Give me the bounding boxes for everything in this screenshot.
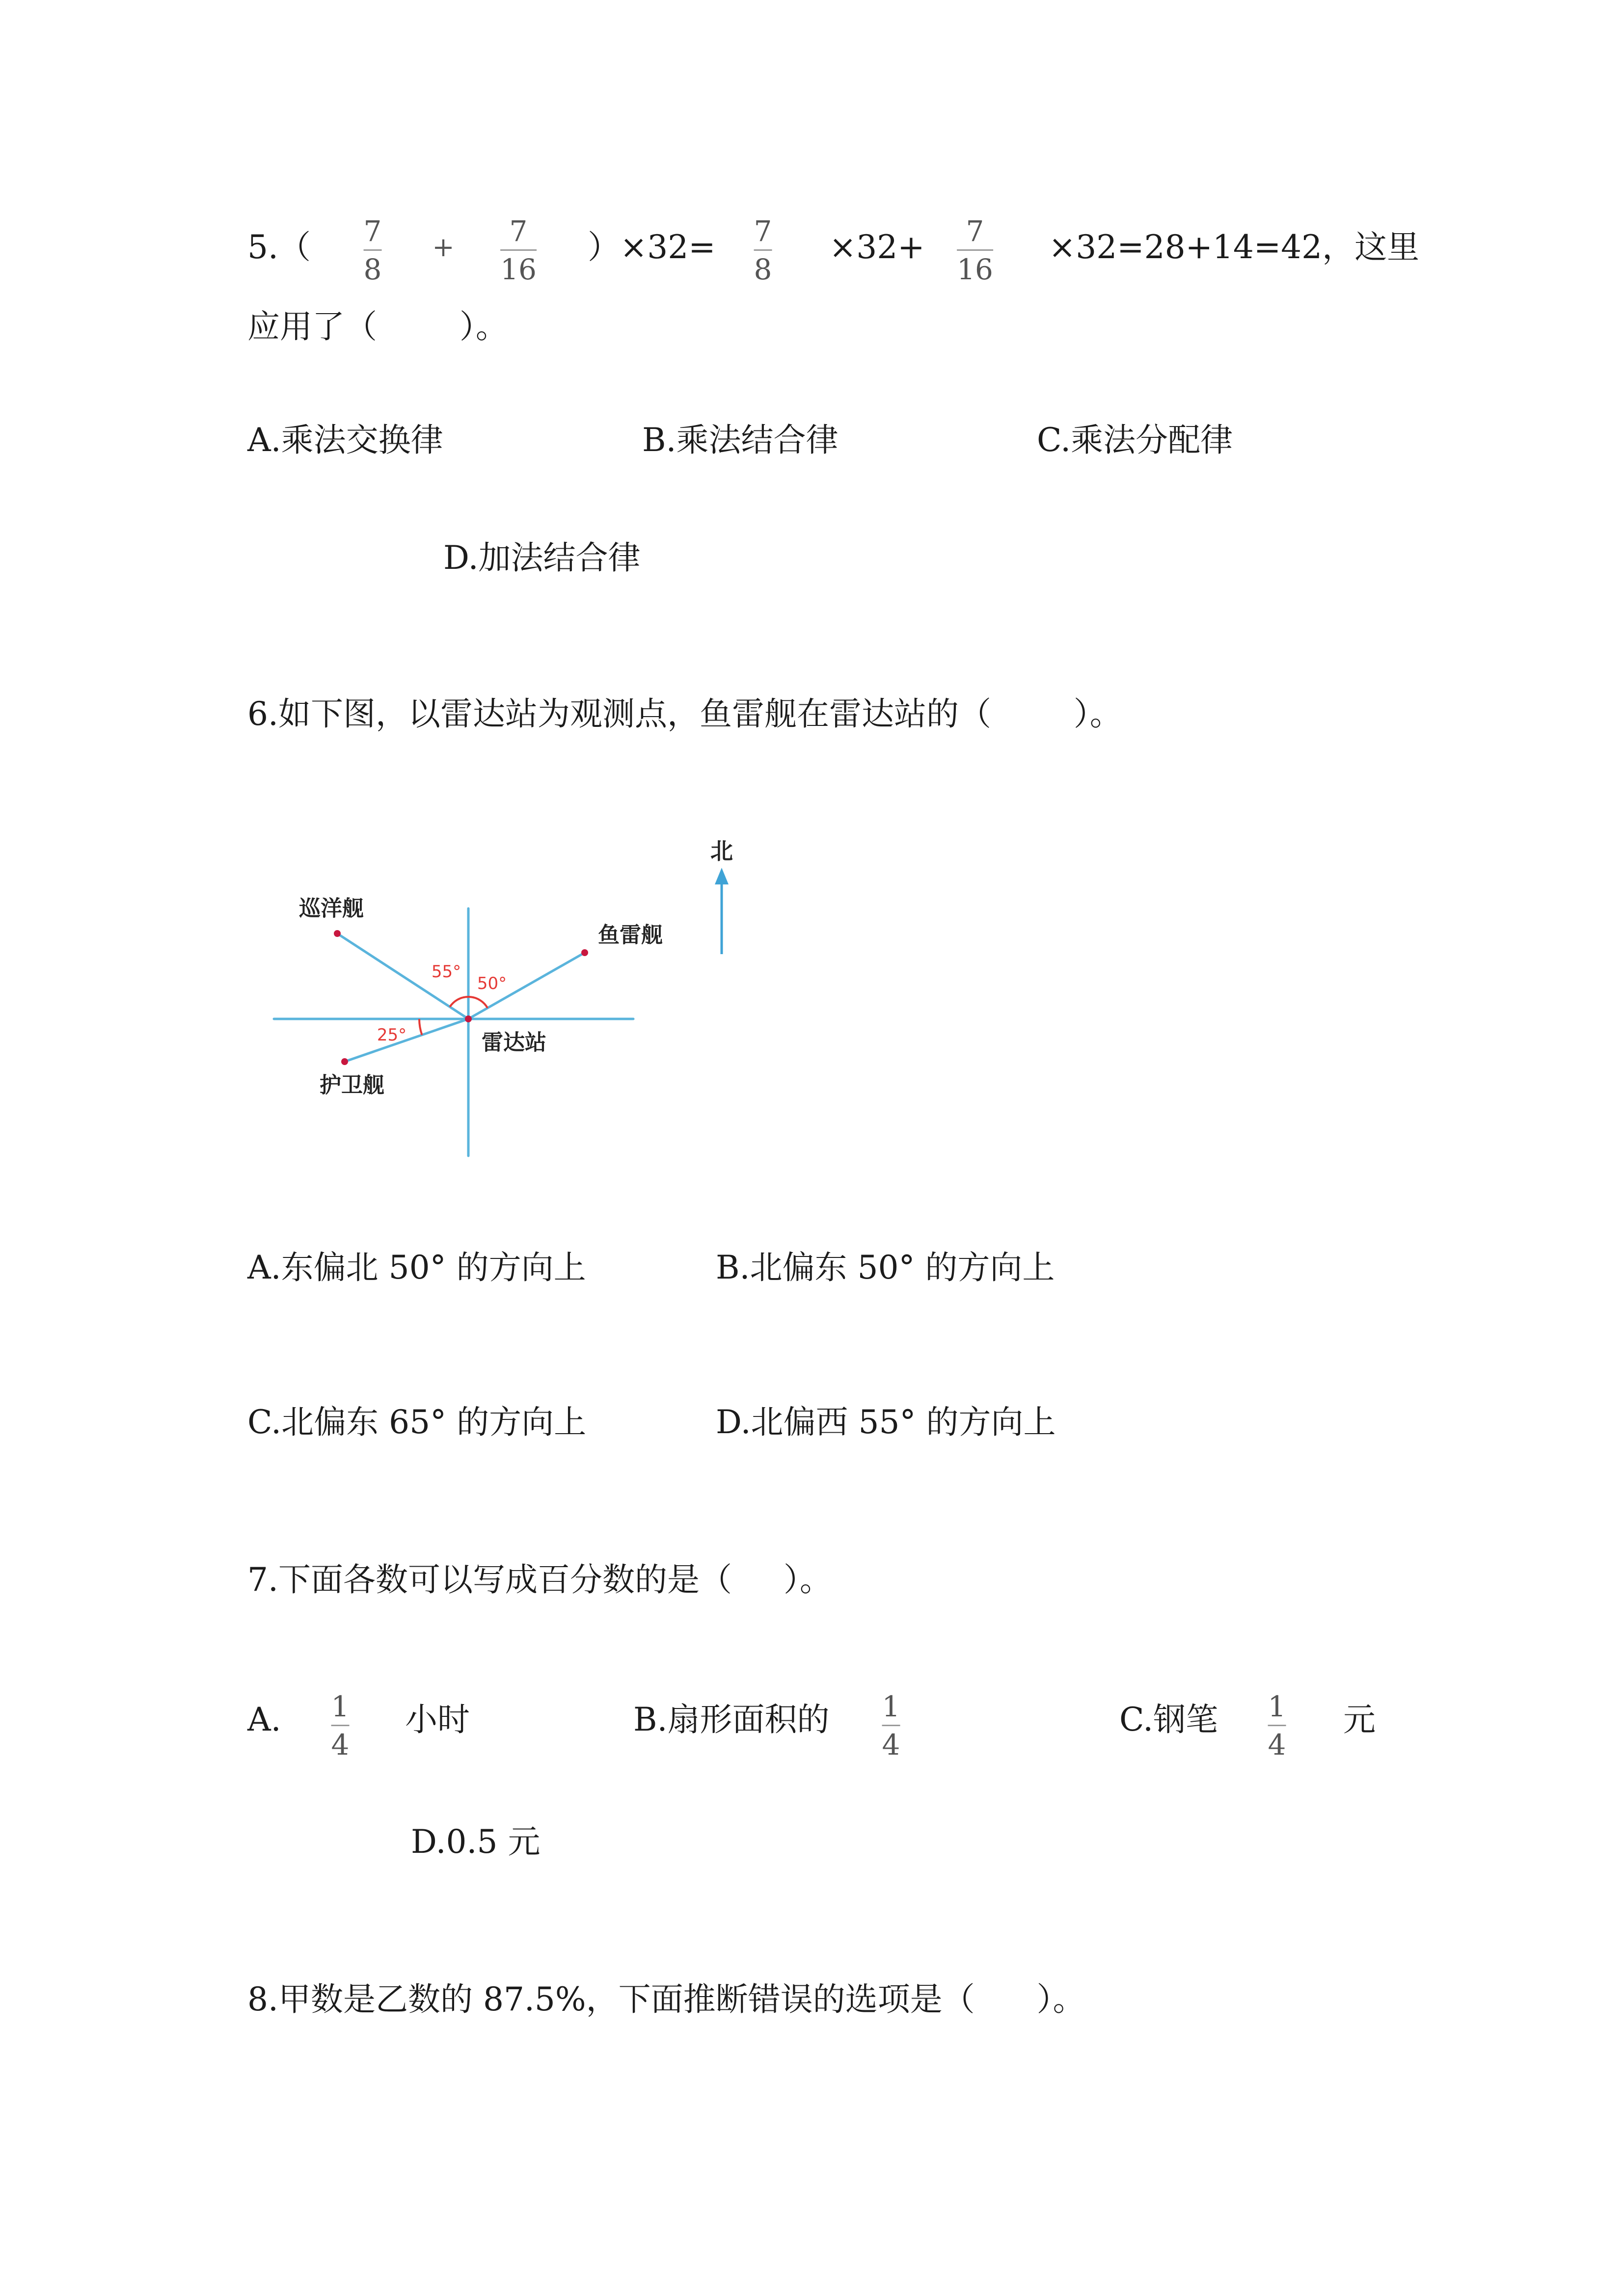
radar-station-point — [465, 1015, 472, 1022]
fraction-denominator: 4 — [331, 1728, 350, 1762]
fraction-numerator: 1 — [1268, 1690, 1286, 1723]
q7-option-c-prefix: C.钢笔 — [1119, 1701, 1218, 1738]
q5-option-a: A.乘法交换律 — [247, 421, 443, 459]
angle-label-cruiser: 55° — [431, 962, 461, 982]
cruiser-label: 巡洋舰 — [299, 896, 364, 921]
fraction-numerator: 7 — [363, 214, 382, 248]
q5-option-b: B.乘法结合律 — [642, 421, 839, 459]
q5-stem-open: 5.（ — [247, 228, 311, 266]
fraction-denominator: 16 — [957, 253, 993, 286]
q6-option-b: B.北偏东 50° 的方向上 — [716, 1249, 1055, 1286]
fraction — [362, 215, 384, 286]
torpedo-boat-label: 鱼雷舰 — [598, 922, 663, 948]
torpedo-boat-point — [581, 949, 588, 956]
q5-stem-times-plus: ×32+ — [829, 228, 925, 266]
north-arrow-head — [715, 868, 729, 884]
angle-label-torpedo-boat: 50° — [477, 974, 507, 993]
angle-label-frigate: 25° — [377, 1025, 407, 1045]
q5-stem-line2: 应用了（ ）。 — [247, 308, 508, 346]
fraction — [498, 215, 539, 286]
fraction-denominator: 8 — [754, 253, 772, 286]
cruiser-point — [334, 930, 341, 937]
angle-arc-frigate — [419, 1019, 422, 1035]
q6-stem: 6.如下图，以雷达站为观测点，鱼雷舰在雷达站的（ ）。 — [247, 695, 1122, 733]
frigate-label: 护卫舰 — [320, 1072, 384, 1098]
fraction-denominator: 4 — [1268, 1728, 1286, 1762]
fraction-denominator: 8 — [363, 253, 382, 286]
fraction-numerator: 7 — [966, 214, 984, 248]
radar-station-label: 雷达站 — [482, 1030, 546, 1055]
frigate-point — [341, 1058, 348, 1065]
fraction-bar — [500, 249, 537, 251]
q5-stem-close-times: ）×32= — [588, 228, 716, 266]
fraction-numerator: 7 — [754, 214, 772, 248]
fraction-bar — [754, 249, 772, 251]
q7-stem: 7.下面各数可以写成百分数的是（ ）。 — [247, 1561, 832, 1599]
fraction-bar — [364, 249, 382, 251]
plus-sign: + — [432, 232, 455, 263]
north-arrow-icon — [715, 868, 729, 954]
north-label: 北 — [710, 838, 733, 864]
fraction — [880, 1690, 902, 1761]
fraction-bar — [331, 1725, 350, 1726]
q7-option-c-suffix: 元 — [1343, 1701, 1376, 1738]
fraction-bar — [882, 1725, 900, 1726]
fraction-numerator: 1 — [882, 1690, 900, 1723]
fraction — [752, 215, 774, 286]
fraction-denominator: 16 — [500, 253, 537, 286]
q7-option-d: D.0.5 元 — [411, 1823, 541, 1861]
q6-option-d: D.北偏西 55° 的方向上 — [716, 1403, 1056, 1441]
q5-option-d: D.加法结合律 — [443, 539, 641, 577]
fraction-bar — [1268, 1725, 1286, 1726]
q6-option-a: A.东偏北 50° 的方向上 — [247, 1249, 586, 1286]
q5-option-c: C.乘法分配律 — [1037, 421, 1233, 459]
q6-option-c: C.北偏东 65° 的方向上 — [247, 1403, 587, 1441]
q7-option-a-prefix: A. — [247, 1701, 281, 1738]
fraction-denominator: 4 — [882, 1728, 900, 1762]
q5-stem-tail: ×32=28+14=42，这里 — [1049, 228, 1420, 266]
q7-option-b-prefix: B.扇形面积的 — [633, 1701, 830, 1738]
fraction — [329, 1690, 352, 1761]
fraction-numerator: 7 — [509, 214, 528, 248]
fraction — [955, 215, 995, 286]
fraction — [1266, 1690, 1288, 1761]
q8-stem: 8.甲数是乙数的 87.5%，下面推断错误的选项是（ ）。 — [247, 1980, 1085, 2018]
fraction-bar — [957, 249, 993, 251]
q7-option-a-suffix: 小时 — [405, 1701, 470, 1738]
fraction-numerator: 1 — [331, 1690, 350, 1723]
radar-bearing-diagram — [265, 825, 736, 1178]
